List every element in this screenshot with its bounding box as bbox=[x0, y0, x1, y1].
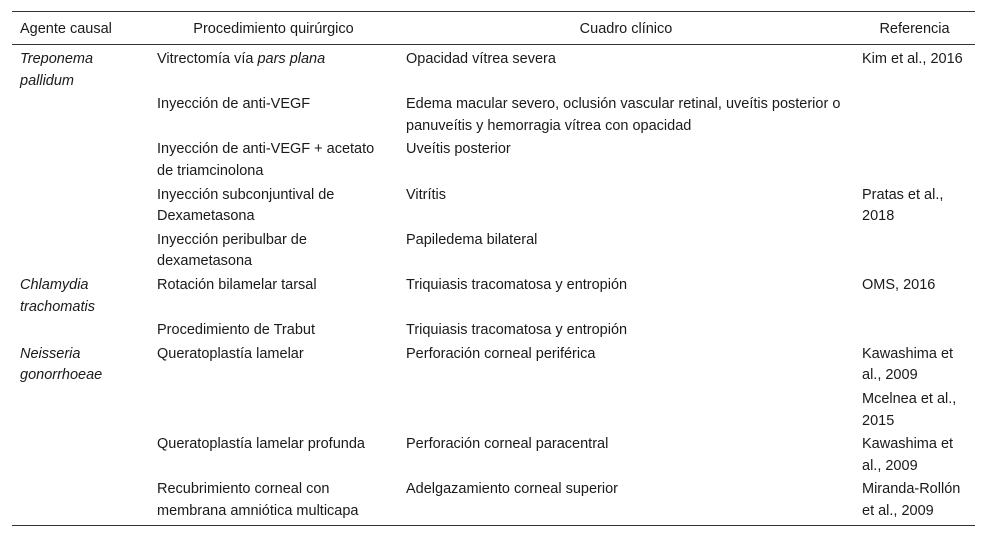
cell-procedure: Recubrimiento corneal con membrana amniótica multicapa bbox=[149, 478, 398, 526]
cell-agent bbox=[12, 93, 149, 138]
cell-reference bbox=[854, 319, 975, 343]
table-row bbox=[12, 138, 975, 183]
table-row bbox=[12, 229, 975, 274]
table-row bbox=[12, 433, 975, 478]
cell-reference: Miranda-Rollón et al., 2009 bbox=[854, 478, 975, 526]
cell-reference: Mcelnea et al., 2015 bbox=[862, 390, 957, 429]
header-row bbox=[12, 12, 975, 45]
table-row bbox=[12, 184, 975, 229]
table-row bbox=[12, 478, 975, 526]
procedure-italic-text: pars plana bbox=[257, 51, 326, 67]
header-reference: Referencia bbox=[854, 12, 975, 45]
cell-clinical bbox=[398, 388, 854, 433]
cell-agent bbox=[12, 388, 149, 433]
table-body bbox=[12, 45, 975, 526]
cell-clinical: Perforación corneal periférica bbox=[406, 345, 596, 362]
cell-clinical: Adelgazamiento corneal superior bbox=[398, 478, 854, 526]
table-row bbox=[12, 319, 975, 343]
header-agent: Agente causal bbox=[12, 12, 149, 45]
header-procedure: Procedimiento quirúrgico bbox=[149, 12, 398, 45]
table-row bbox=[12, 274, 975, 319]
table-header bbox=[12, 12, 975, 45]
cell-agent bbox=[12, 319, 149, 343]
cell-clinical: Vitrítis bbox=[406, 186, 447, 203]
cell-agent bbox=[12, 138, 149, 183]
cell-reference bbox=[854, 229, 975, 274]
table-row bbox=[12, 45, 975, 94]
table-row bbox=[12, 388, 975, 433]
data-table-container bbox=[12, 11, 975, 526]
cell-agent bbox=[12, 478, 149, 526]
cell-procedure bbox=[149, 45, 398, 94]
procedure-text: Vitrectomía vía bbox=[157, 51, 258, 67]
table-row bbox=[12, 93, 975, 138]
cell-procedure: Queratoplastía lamelar profunda bbox=[157, 436, 365, 453]
cell-clinical: Edema macular severo, oclusión vascular retinal, uveítis posterior o panuveítis y hemorragia vítrea con opacidad bbox=[406, 96, 841, 134]
cell-procedure bbox=[149, 388, 398, 433]
cell-agent: Treponema pallidum bbox=[20, 51, 94, 89]
cell-procedure: Procedimiento de Trabut bbox=[157, 322, 315, 339]
cell-reference: OMS, 2016 bbox=[862, 276, 936, 293]
cell-agent: Chlamydia trachomatis bbox=[20, 276, 95, 315]
cell-reference: Kawashima et al., 2009 bbox=[862, 345, 954, 384]
cell-reference: Pratas et al., 2018 bbox=[862, 186, 944, 225]
cell-procedure: Inyección peribulbar de dexametasona bbox=[157, 231, 307, 270]
cell-reference bbox=[854, 93, 975, 138]
cell-clinical: Triquiasis tracomatosa y entropión bbox=[406, 276, 628, 293]
data-table bbox=[12, 11, 975, 526]
cell-agent: Neisseria gonorrhoeae bbox=[20, 345, 103, 384]
cell-reference: Kim et al., 2016 bbox=[862, 51, 963, 67]
cell-clinical: Perforación corneal paracentral bbox=[406, 436, 609, 453]
cell-reference bbox=[854, 138, 975, 183]
cell-reference: Kawashima et al., 2009 bbox=[862, 436, 954, 474]
cell-procedure: Queratoplastía lamelar bbox=[157, 345, 304, 362]
header-clinical: Cuadro clínico bbox=[398, 12, 854, 45]
cell-procedure: Inyección subconjuntival de Dexametasona bbox=[157, 186, 335, 225]
cell-procedure: Inyección de anti-VEGF + acetato de triamcinolona bbox=[157, 141, 375, 179]
cell-procedure: Inyección de anti-VEGF bbox=[157, 96, 311, 113]
cell-clinical: Opacidad vítrea severa bbox=[406, 51, 556, 67]
cell-clinical: Uveítis posterior bbox=[406, 141, 511, 158]
cell-clinical: Triquiasis tracomatosa y entropión bbox=[406, 322, 628, 339]
cell-clinical: Papiledema bilateral bbox=[406, 231, 538, 248]
cell-agent bbox=[12, 184, 149, 229]
cell-agent bbox=[12, 229, 149, 274]
table-row bbox=[12, 343, 975, 388]
cell-procedure: Rotación bilamelar tarsal bbox=[157, 276, 317, 293]
cell-agent bbox=[12, 433, 149, 478]
